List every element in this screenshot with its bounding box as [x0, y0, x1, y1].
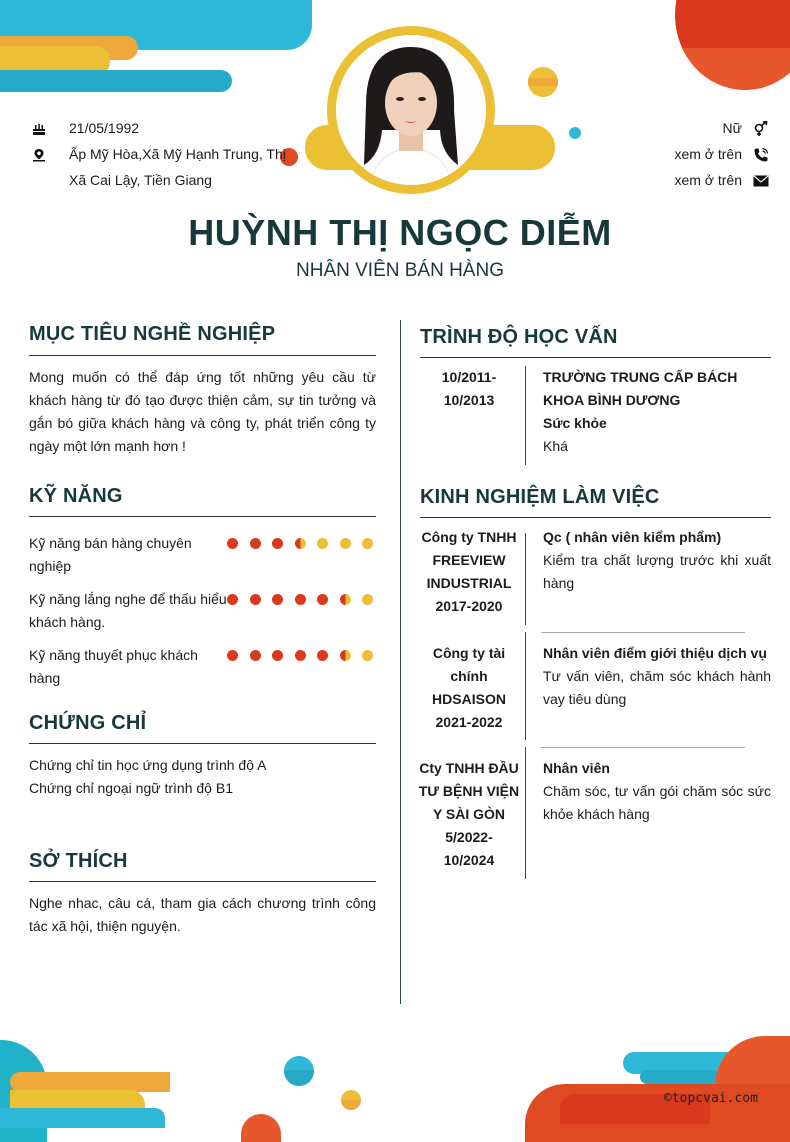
skill-dot [272, 594, 283, 605]
job-role: Nhân viên [543, 760, 610, 776]
watermark: ©topcvai.com [664, 1091, 758, 1106]
job-role: Nhân viên điểm giới thiệu dịch vụ [543, 645, 767, 661]
skill-dot [340, 538, 351, 549]
section-title: KỸ NĂNG [29, 485, 123, 507]
skill-dot [362, 594, 373, 605]
section-title: SỞ THÍCH [29, 850, 128, 872]
job-period: 2021-2022 [435, 714, 503, 730]
certificate-item: Chứng chỉ ngoại ngữ trình độ B1 [29, 780, 233, 796]
section-rule [29, 881, 376, 882]
skill-dot [227, 594, 238, 605]
address-line-2: Xã Cai Lậy, Tiền Giang [69, 172, 212, 188]
skill-name: Kỹ năng bán hàng chuyên nghiệp [29, 535, 192, 574]
location-pin-icon [32, 148, 46, 162]
job-company: Cty TNHH ĐẦU TƯ BỆNH VIỆN Y SÀI GÒN [418, 760, 520, 822]
section-title: MỤC TIÊU NGHỀ NGHIỆP [29, 323, 276, 345]
candidate-name: HUỲNH THỊ NGỌC DIỄM [188, 212, 612, 253]
job-description: Kiểm tra chất lượng trước khi xuất hàng [543, 552, 771, 591]
section-rule [29, 516, 376, 517]
job-company: Công ty TNHH FREEVIEW INDUSTRIAL [421, 529, 517, 591]
skill-dot [250, 538, 261, 549]
section-title: CHỨNG CHỈ [29, 712, 147, 734]
skill-dot [362, 538, 373, 549]
education-period: 10/2011- 10/2013 [441, 369, 497, 408]
section-rule [420, 517, 771, 518]
skill-dot [227, 650, 238, 661]
birthday: 21/05/1992 [69, 120, 140, 136]
email: xem ở trên [674, 172, 742, 188]
timeline-line [525, 747, 526, 879]
gender-icon [753, 121, 769, 137]
birthday-cake-icon [32, 122, 46, 136]
section-rule [29, 743, 376, 744]
timeline-line [525, 632, 526, 740]
gender: Nữ [722, 120, 742, 136]
phone-icon [753, 147, 769, 163]
grade: Khá [543, 438, 568, 454]
hobbies-text: Nghe nhac, câu cá, tham gia cách chương trình công tác xã hội, thiện nguyện. [29, 895, 376, 934]
job-separator [541, 747, 745, 748]
section-title: KINH NGHIỆM LÀM VIỆC [420, 486, 660, 508]
skill-name: Kỹ năng lắng nghe để thấu hiểu khách hàng. [29, 591, 227, 630]
section-title: TRÌNH ĐỘ HỌC VẤN [420, 326, 618, 348]
address-line-1: Ấp Mỹ Hòa,Xã Mỹ Hạnh Trung, Thị [69, 146, 286, 162]
column-divider [400, 320, 401, 1004]
school-name: TRƯỜNG TRUNG CẤP BÁCH KHOA BÌNH DƯƠNG [543, 369, 738, 408]
avatar [336, 35, 486, 185]
skill-dot [362, 650, 373, 661]
skill-dot [250, 650, 261, 661]
objective-text: Mong muốn có thể đáp ứng tốt những yêu cầu từ khách hàng từ đó tạo được thiện cảm, sự tin tưởng và gắn bó giữa khách hàng và công ty, phát triển công ty ngày một lớn mạnh hơn ! [29, 369, 376, 454]
timeline-line [525, 533, 526, 625]
timeline-line [525, 366, 526, 465]
major: Sức khỏe [543, 415, 607, 431]
certificate-item: Chứng chỉ tin học ứng dụng trình độ A [29, 757, 267, 773]
section-rule [29, 355, 376, 356]
skill-dot [295, 594, 306, 605]
phone: xem ở trên [674, 146, 742, 162]
skill-dot [272, 538, 283, 549]
skill-dot [295, 538, 306, 549]
envelope-icon [753, 175, 769, 187]
job-separator [541, 632, 745, 633]
skill-name: Kỹ năng thuyết phục khách hàng [29, 647, 198, 686]
job-period: 2017-2020 [435, 598, 503, 614]
skill-dot [295, 650, 306, 661]
job-position: NHÂN VIÊN BÁN HÀNG [296, 260, 504, 281]
job-role: Qc ( nhân viên kiểm phẩm) [543, 529, 722, 545]
job-company: Công ty tài chính HDSAISON [432, 645, 506, 707]
skill-dot [317, 538, 328, 549]
skill-dot [272, 650, 283, 661]
skill-dot [317, 650, 328, 661]
skill-dot [340, 594, 351, 605]
job-period: 5/2022- 10/2024 [443, 829, 495, 868]
section-rule [420, 357, 771, 358]
job-description: Tư vấn viên, chăm sóc khách hành vay tiêu dùng [543, 668, 771, 707]
skill-dot [340, 650, 351, 661]
skill-dot [250, 594, 261, 605]
job-description: Chăm sóc, tư vấn gói chăm sóc sức khỏe khách hàng [543, 783, 771, 822]
skill-dot [317, 594, 328, 605]
skill-dot [227, 538, 238, 549]
